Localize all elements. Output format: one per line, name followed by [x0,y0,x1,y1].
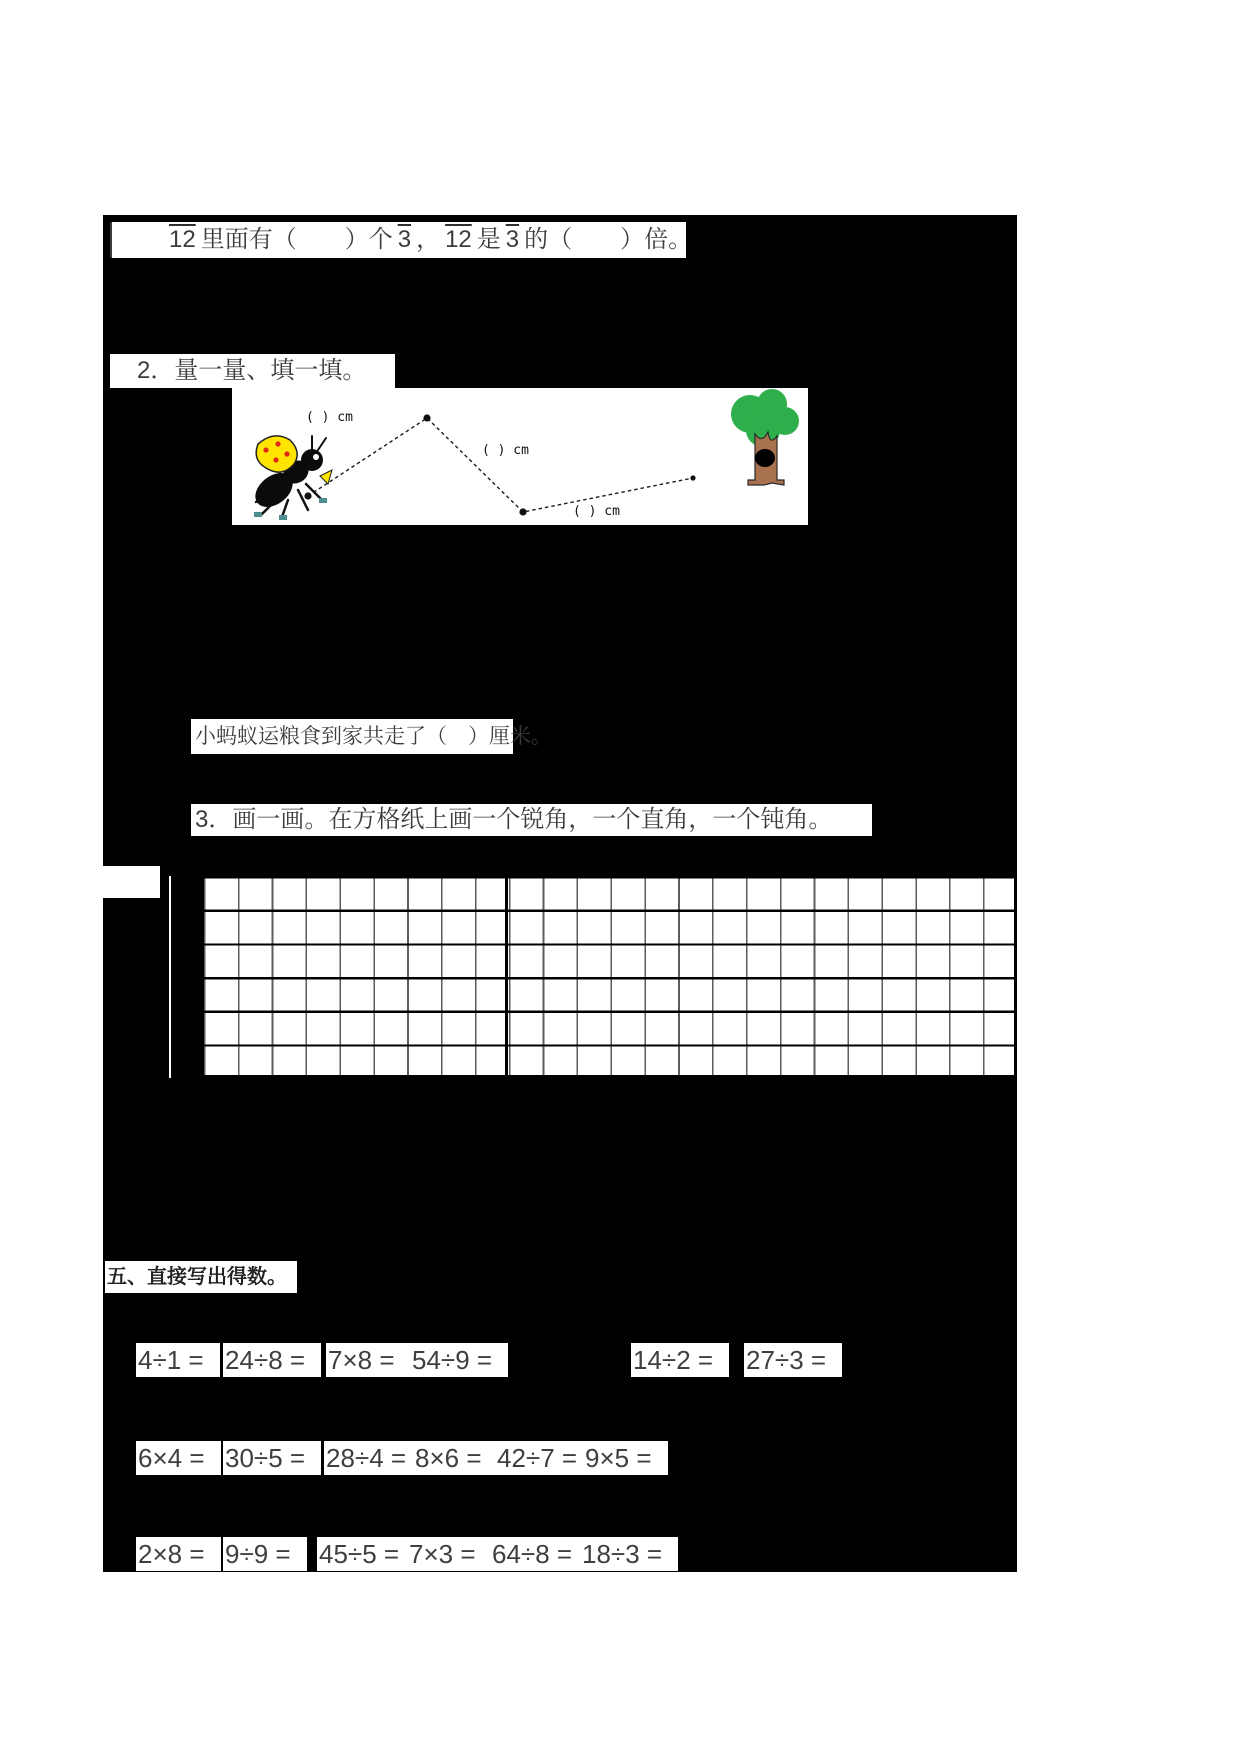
sack-dot [284,451,289,456]
sack-dot [273,457,278,462]
section-5-title: 五、直接写出得数。 [105,1261,297,1293]
ant-path-tree-figure [232,388,808,525]
grid-left-border [169,876,171,1078]
ant-antennae [312,436,326,450]
tree-hole [755,449,775,467]
equation: 28÷4 = [324,1441,422,1475]
path-point [519,508,526,515]
equation: 14÷2 = [631,1343,729,1377]
overlined-number: 12 [445,226,472,253]
equation: 30÷5 = [223,1441,321,1475]
overlined-number: 12 [169,226,196,253]
ant-head [301,449,323,471]
path-point [304,492,311,499]
equation: 7×3 = [407,1537,492,1571]
equation: 24÷8 = [223,1343,321,1377]
tree-image [731,389,799,485]
equation: 4÷1 = [136,1343,220,1377]
overlined-number: 3 [397,226,412,253]
equation: 8×6 = [413,1441,498,1475]
segment3-length-label: ( ) cm [573,504,620,519]
equation: 54÷9 = [410,1343,508,1377]
grain-sack [256,436,297,472]
equation: 64÷8 = [490,1537,588,1571]
path-point [423,414,430,421]
ant-eye [313,454,319,460]
q1-text-part: 是 [476,226,501,253]
equation: 2×8 = [136,1537,221,1571]
question-2-answer-line: 小蚂蚁运粮食到家共走了（ ）厘米。 [191,719,513,754]
equation: 9×5 = [583,1441,668,1475]
sack-dot [263,447,268,452]
ant-foot [319,498,327,503]
measure-picture [232,388,808,525]
overlined-number: 3 [505,226,520,253]
segment1-length-label: ( ) cm [306,410,353,425]
question-3-title: 3．画一画。在方格纸上画一个锐角，一个直角，一个钝角。 [191,804,872,836]
equation: 18÷3 = [580,1537,678,1571]
question-2-title: 2．量一量、填一填。 [110,354,395,388]
ant-foot [279,515,287,520]
segment2-length-label: ( ) cm [482,443,529,458]
equation: 7×8 = [326,1343,411,1377]
equation: 45÷5 = [317,1537,415,1571]
q1-text-part: 的（ ）倍。 [524,226,693,253]
ant-image [249,436,332,520]
left-white-block [103,866,160,898]
question-1-text [110,222,693,258]
equation: 6×4 = [136,1441,221,1475]
q1-text-part: 里面有（ ）个 [200,226,393,253]
grid-heavy-line [505,876,508,1078]
ant-foot [254,512,262,517]
equation: 42÷7 = [495,1441,593,1475]
q1-text-part: ， [416,226,441,253]
sack-dot [275,441,280,446]
path-segments [308,418,693,512]
path-point [690,475,695,480]
grid-paper [204,876,1017,1078]
equation: 27÷3 = [744,1343,842,1377]
equation: 9÷9 = [223,1537,307,1571]
